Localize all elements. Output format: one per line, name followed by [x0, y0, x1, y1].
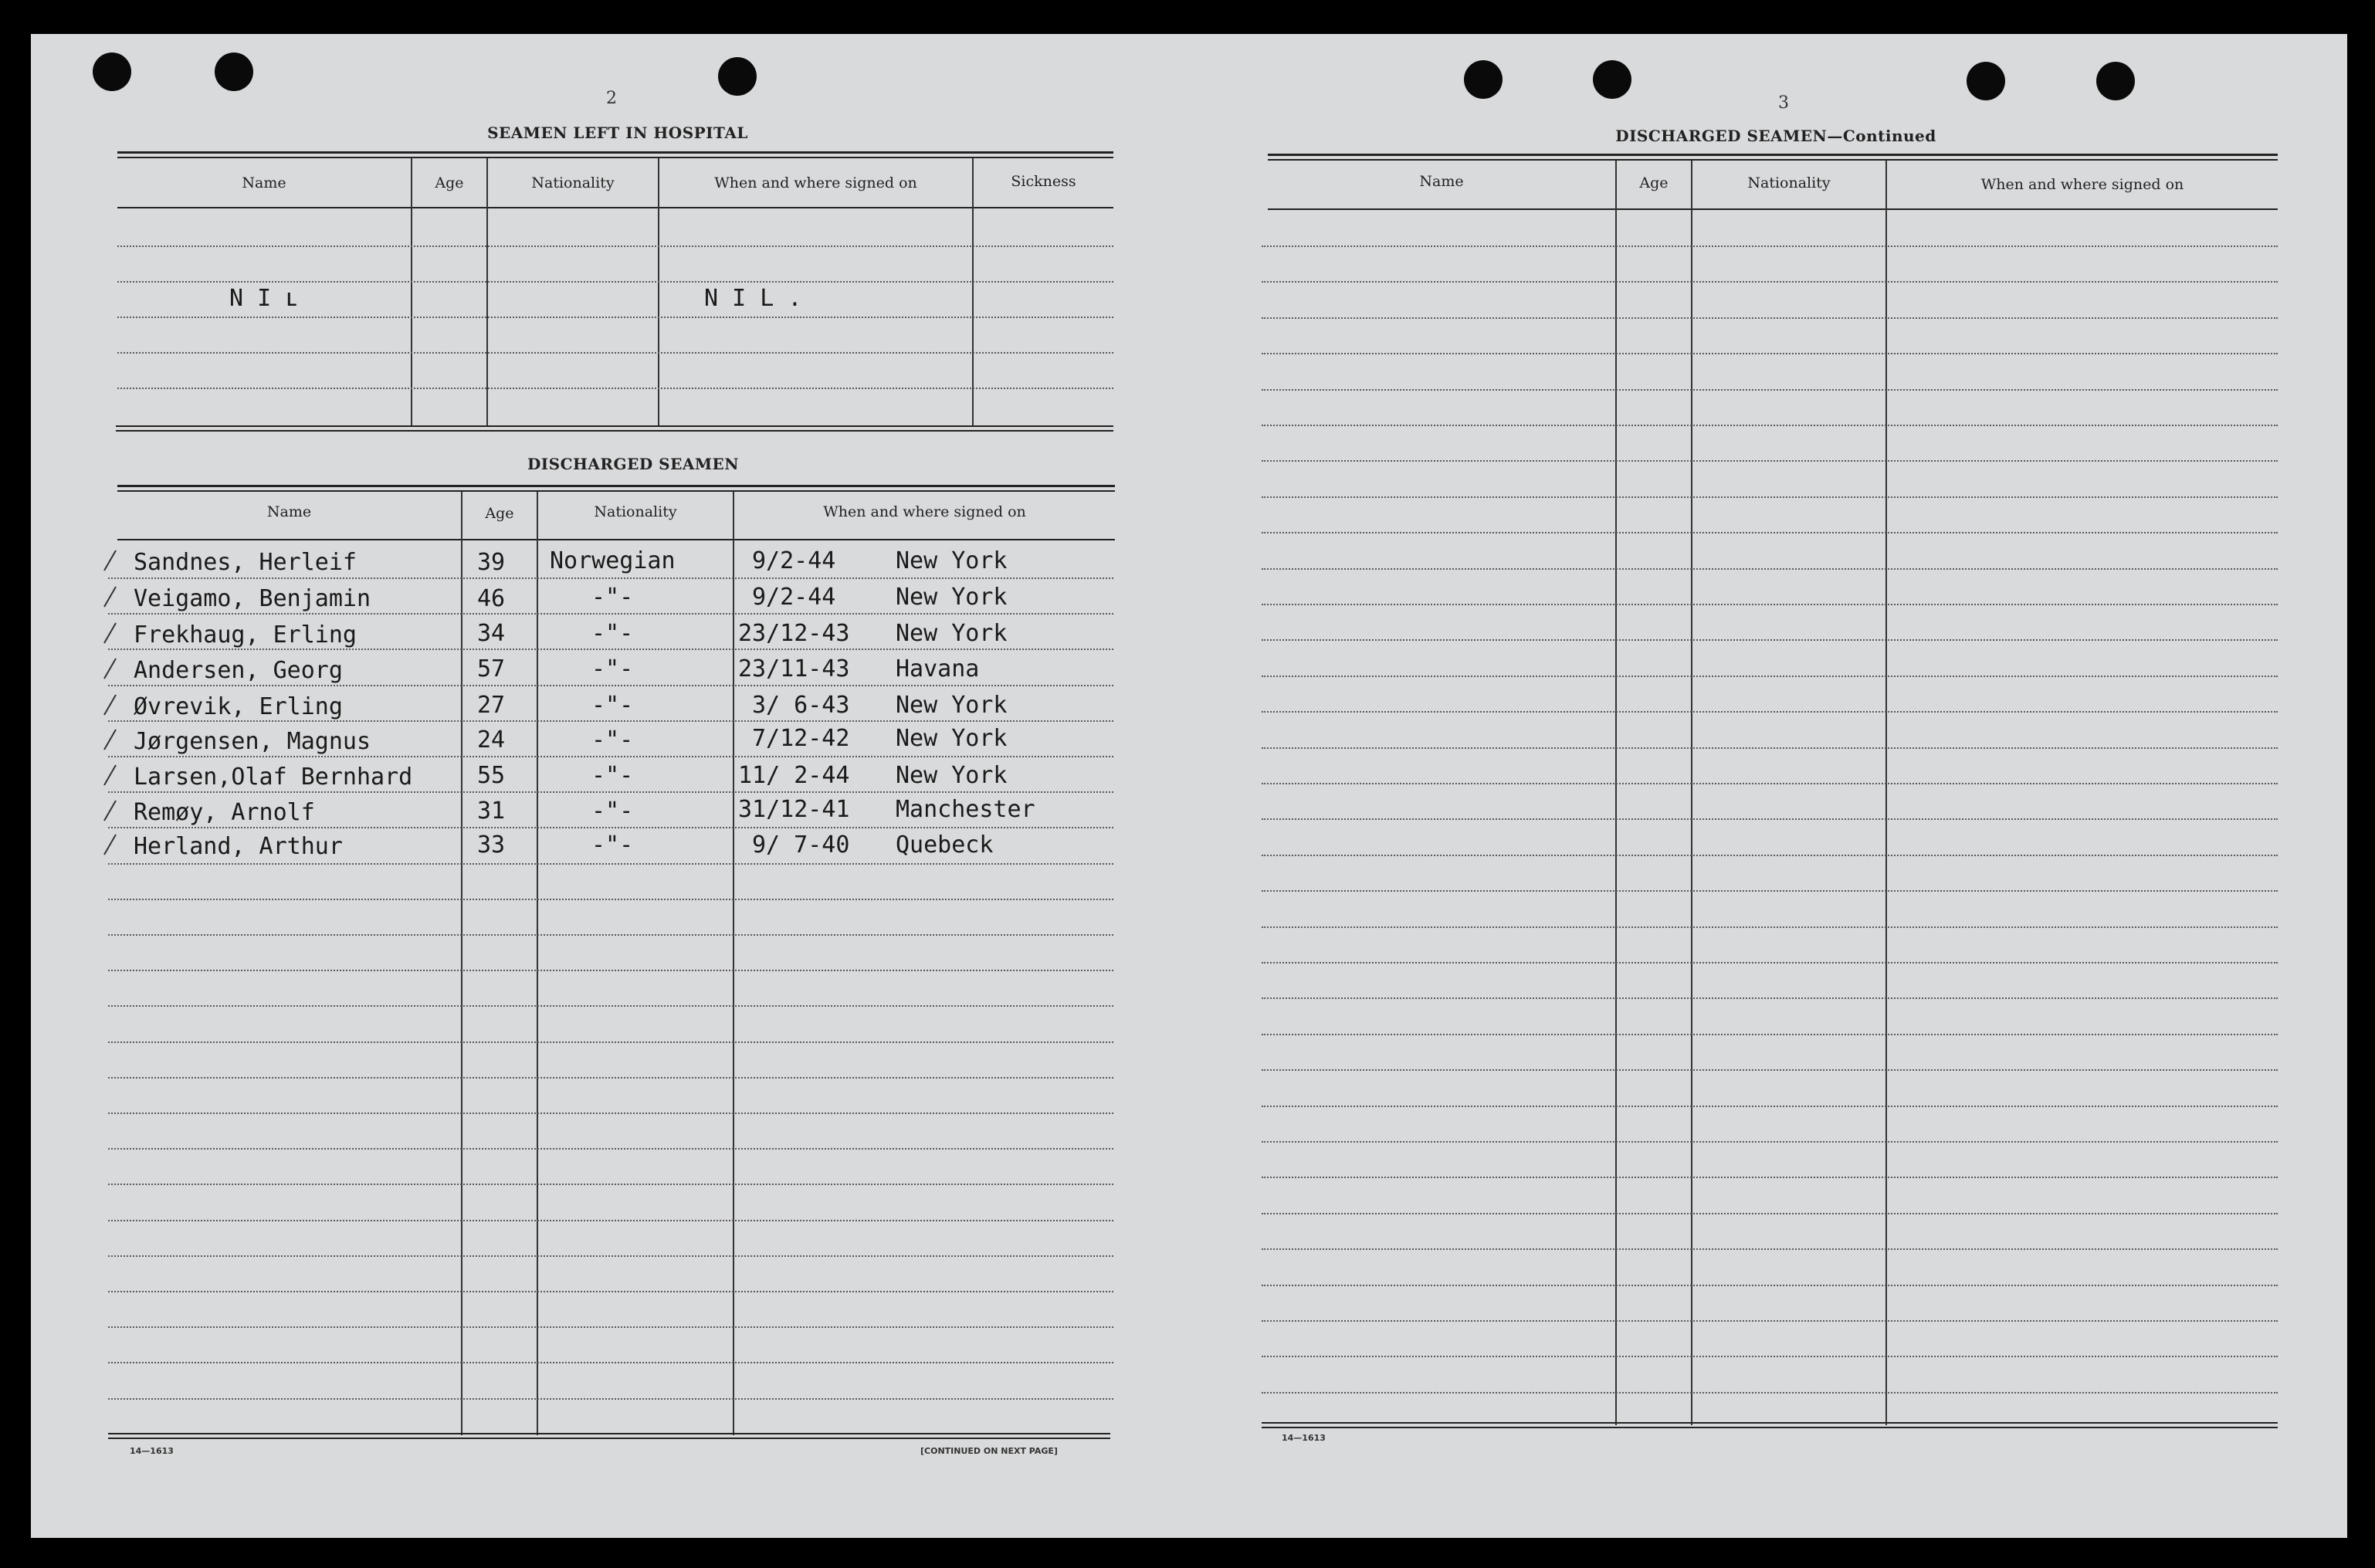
- ruled-line: [108, 899, 1113, 900]
- seaman-signed-place: Quebeck: [896, 831, 994, 859]
- seaman-nationality: -"-: [591, 584, 634, 611]
- ruled-line: [108, 1005, 1113, 1007]
- ruled-line: [1262, 926, 2278, 928]
- seaman-signed-date: 3/ 6-43: [752, 692, 850, 719]
- discharged-col-age: Age: [485, 505, 514, 522]
- ruled-line: [1262, 639, 2278, 641]
- table-top-rule: [117, 485, 1115, 487]
- seaman-signed-date: 9/ 7-40: [752, 831, 850, 859]
- column-divider: [658, 158, 659, 427]
- table-bottom-rule: [116, 425, 1113, 427]
- ruled-line: [108, 1362, 1113, 1363]
- table-top-rule: [117, 490, 1115, 492]
- table-bottom-rule: [108, 1438, 1110, 1439]
- header-underline: [117, 207, 1113, 208]
- seaman-signed-place: New York: [896, 762, 1008, 789]
- column-divider: [537, 492, 538, 1435]
- punch-hole: [1464, 60, 1503, 99]
- table-bottom-rule: [1262, 1427, 2278, 1428]
- ruled-line: [1262, 890, 2278, 892]
- seaman-nationality: -"-: [591, 798, 634, 825]
- discharged-col-nationality: Nationality: [594, 503, 677, 520]
- seaman-name: Veigamo, Benjamin: [134, 585, 371, 612]
- ruled-line: [1262, 1248, 2278, 1250]
- seaman-nationality: -"-: [591, 726, 634, 754]
- punch-hole: [215, 52, 253, 91]
- right-col-name: Name: [1419, 173, 1464, 190]
- ruled-line: [108, 1398, 1113, 1400]
- ruled-line: [1262, 1034, 2278, 1035]
- right-col-when-where: When and where signed on: [1980, 176, 2184, 193]
- ruled-line: [108, 1220, 1113, 1221]
- ruled-line: [1262, 1069, 2278, 1071]
- left-page-number: 2: [606, 89, 617, 108]
- ruled-line: [1262, 818, 2278, 820]
- ruled-line: [117, 352, 1113, 354]
- ruled-line: [108, 1291, 1113, 1292]
- seaman-age: 34: [477, 620, 506, 647]
- ruled-line: [1262, 496, 2278, 498]
- ruled-line: [108, 577, 1113, 579]
- ruled-line: [108, 791, 1113, 793]
- ruled-line: [1262, 1177, 2278, 1178]
- column-divider: [486, 158, 488, 427]
- punch-hole: [1967, 62, 2005, 100]
- table-top-rule: [1268, 154, 2278, 156]
- table-bottom-rule: [108, 1433, 1110, 1434]
- column-divider: [1691, 161, 1692, 1425]
- seaman-nationality: -"-: [591, 831, 634, 859]
- seaman-name: Larsen,Olaf Bernhard: [134, 764, 413, 791]
- seaman-age: 57: [477, 655, 506, 682]
- ruled-line: [117, 388, 1113, 389]
- seaman-signed-place: Manchester: [896, 796, 1035, 823]
- ruled-line: [117, 317, 1113, 318]
- column-divider: [1885, 161, 1887, 1425]
- seaman-age: 55: [477, 762, 506, 789]
- discharged-col-when-where: When and where signed on: [823, 503, 1026, 520]
- ruled-line: [108, 1077, 1113, 1079]
- hospital-name-entry: N I ʟ: [229, 285, 300, 312]
- discharged-col-name: Name: [266, 503, 312, 520]
- ruled-line: [108, 720, 1113, 722]
- ruled-line: [1262, 1356, 2278, 1357]
- ruled-line: [1262, 389, 2278, 391]
- seaman-signed-place: New York: [896, 620, 1008, 647]
- ruled-line: [108, 1148, 1113, 1150]
- seaman-signed-place: Havana: [896, 655, 980, 682]
- ruled-line: [1262, 425, 2278, 426]
- seaman-signed-place: New York: [896, 547, 1008, 574]
- hospital-col-when-where: When and where signed on: [714, 174, 917, 191]
- seaman-nationality: -"-: [591, 620, 634, 647]
- seaman-signed-date: 7/12-42: [752, 725, 850, 752]
- ruled-line: [117, 281, 1113, 283]
- ruled-line: [108, 613, 1113, 615]
- seaman-name: Remøy, Arnolf: [134, 799, 315, 826]
- seaman-age: 31: [477, 798, 506, 825]
- column-divider: [733, 492, 734, 1435]
- ruled-line: [1262, 747, 2278, 749]
- seaman-name: Andersen, Georg: [134, 657, 343, 684]
- discharged-section-title: DISCHARGED SEAMEN: [527, 455, 740, 473]
- ruled-line: [108, 827, 1113, 828]
- ruled-line: [1262, 1285, 2278, 1286]
- hospital-col-age: Age: [435, 174, 464, 191]
- ruled-line: [108, 1255, 1113, 1257]
- ruled-line: [1262, 1320, 2278, 1322]
- seaman-signed-place: New York: [896, 725, 1008, 752]
- right-page-number: 3: [1778, 93, 1789, 113]
- seaman-name: Frekhaug, Erling: [134, 621, 357, 649]
- punch-hole: [2096, 62, 2135, 100]
- ruled-line: [108, 970, 1113, 971]
- ruled-line: [1262, 855, 2278, 856]
- seaman-age: 24: [477, 726, 506, 754]
- seaman-age: 27: [477, 692, 506, 719]
- ruled-line: [1262, 460, 2278, 462]
- ruled-line: [1262, 711, 2278, 713]
- seaman-signed-date: 9/2-44: [752, 584, 836, 611]
- seaman-name: Sandnes, Herleif: [134, 549, 357, 576]
- table-top-rule: [117, 151, 1113, 154]
- ruled-line: [1262, 997, 2278, 999]
- seaman-signed-date: 23/12-43: [738, 620, 850, 647]
- table-top-rule: [117, 157, 1113, 158]
- ruled-line: [1262, 568, 2278, 570]
- ruled-line: [108, 649, 1113, 650]
- seaman-nationality: Norwegian: [550, 547, 676, 574]
- left-form-code: 14—1613: [130, 1446, 174, 1456]
- table-bottom-rule: [1262, 1422, 2278, 1424]
- seaman-nationality: -"-: [591, 692, 634, 719]
- hospital-col-name: Name: [242, 174, 286, 191]
- seaman-name: Øvrevik, Erling: [134, 693, 343, 720]
- ruled-line: [108, 863, 1113, 865]
- ruled-line: [1262, 1106, 2278, 1107]
- ruled-line: [1262, 962, 2278, 963]
- table-bottom-rule: [116, 430, 1113, 432]
- column-divider: [461, 492, 462, 1435]
- hospital-when-entry: N I L .: [704, 285, 802, 312]
- seaman-signed-place: New York: [896, 692, 1008, 719]
- punch-hole: [718, 57, 757, 96]
- seaman-nationality: -"-: [591, 762, 634, 789]
- ruled-line: [1262, 783, 2278, 784]
- column-divider: [1615, 161, 1617, 1425]
- seaman-signed-date: 23/11-43: [738, 655, 850, 682]
- seaman-signed-place: New York: [896, 584, 1008, 611]
- hospital-col-nationality: Nationality: [531, 174, 615, 191]
- punch-hole: [93, 52, 131, 91]
- ruled-line: [108, 934, 1113, 936]
- seaman-age: 46: [477, 585, 506, 612]
- ruled-line: [108, 1184, 1113, 1185]
- header-underline: [117, 539, 1115, 540]
- ruled-line: [1262, 676, 2278, 677]
- ruled-line: [108, 1041, 1113, 1043]
- table-top-rule: [1268, 159, 2278, 161]
- discharged-continued-title: DISCHARGED SEAMEN—Continued: [1615, 127, 1936, 145]
- seaman-signed-date: 9/2-44: [752, 547, 836, 574]
- ruled-line: [108, 756, 1113, 757]
- ruled-line: [1262, 1392, 2278, 1394]
- right-form-code: 14—1613: [1282, 1433, 1326, 1443]
- seaman-name: Jørgensen, Magnus: [134, 728, 371, 755]
- seaman-age: 39: [477, 549, 506, 576]
- ruled-line: [1262, 317, 2278, 319]
- ruled-line: [1262, 353, 2278, 354]
- seaman-signed-date: 11/ 2-44: [738, 762, 850, 789]
- seaman-age: 33: [477, 831, 506, 859]
- column-divider: [411, 158, 412, 427]
- ruled-line: [1262, 246, 2278, 247]
- ruled-line: [108, 1113, 1113, 1114]
- right-col-nationality: Nationality: [1747, 174, 1831, 191]
- ruled-line: [1262, 532, 2278, 533]
- ruled-line: [1262, 1213, 2278, 1214]
- continued-note: [CONTINUED ON NEXT PAGE]: [920, 1446, 1058, 1456]
- ruled-line: [1262, 1141, 2278, 1143]
- ruled-line: [108, 685, 1113, 686]
- ruled-line: [1262, 281, 2278, 283]
- seaman-name: Herland, Arthur: [134, 833, 343, 860]
- seaman-nationality: -"-: [591, 655, 634, 682]
- column-divider: [972, 158, 974, 427]
- seaman-signed-date: 31/12-41: [738, 796, 850, 823]
- right-col-age: Age: [1639, 174, 1669, 191]
- ruled-line: [1262, 604, 2278, 605]
- header-underline: [1268, 208, 2278, 210]
- ruled-line: [108, 1326, 1113, 1328]
- ruled-line: [117, 246, 1113, 247]
- hospital-col-sickness: Sickness: [1011, 173, 1076, 190]
- punch-hole: [1593, 60, 1631, 99]
- hospital-section-title: SEAMEN LEFT IN HOSPITAL: [487, 124, 748, 142]
